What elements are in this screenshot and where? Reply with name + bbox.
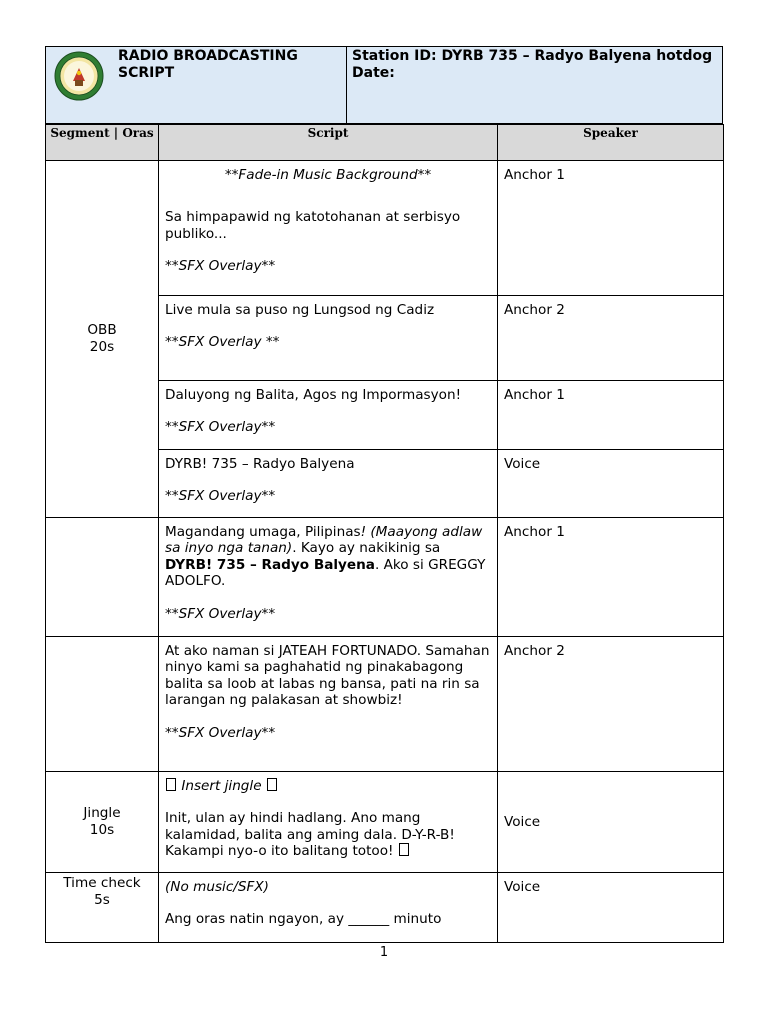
- segment-duration: 20s: [89, 339, 115, 355]
- music-note-icon: [399, 843, 409, 856]
- script-cell: [159, 381, 498, 450]
- document-title-line1: RADIO BROADCASTING: [118, 48, 298, 64]
- music-cue: **Fade-in Music Background**: [224, 167, 432, 183]
- script-document: [45, 46, 723, 943]
- sfx-cue: **SFX Overlay**: [165, 605, 276, 622]
- script-line: DYRB! 735 – Radyo Balyena: [165, 456, 355, 472]
- script-line: [165, 810, 491, 859]
- title-cell: [46, 47, 347, 124]
- segment-label: Time check: [63, 875, 141, 891]
- script-line: [165, 524, 491, 590]
- speaker-cell: Anchor 1: [498, 518, 724, 637]
- segment-cell-obb: [46, 161, 159, 518]
- script-cell: [159, 772, 498, 873]
- script-cell: [159, 518, 498, 637]
- speaker-cell: Anchor 1: [498, 161, 724, 296]
- script-table: [45, 124, 724, 943]
- script-cell: [159, 296, 498, 381]
- insert-jingle-label: Insert jingle: [181, 778, 262, 794]
- page-number: 1: [379, 945, 389, 960]
- no-music-note: (No music/SFX): [165, 879, 269, 895]
- music-note-icon: [166, 778, 176, 791]
- sfx-cue: **SFX Overlay**: [165, 488, 276, 505]
- music-note-icon: [267, 778, 277, 791]
- greeting-text: Magandang umaga, Pilipinas: [165, 524, 361, 540]
- column-header-script: Script: [159, 125, 498, 161]
- script-line: Live mula sa puso ng Lungsod ng Cadiz: [165, 302, 435, 318]
- column-header-speaker: Speaker: [498, 125, 724, 161]
- script-cell: [159, 450, 498, 518]
- segment-cell-timecheck: [46, 873, 159, 943]
- script-line: Daluyong ng Balita, Agos ng Impormasyon!: [165, 387, 462, 403]
- script-line: At ako naman si JATEAH FORTUNADO. Samahan ninyo kami sa paghahatid ng pinakabagong balita sa loob at labas ng bansa, pati na rin sa larangan ng palakasan at showbiz!: [165, 643, 490, 709]
- script-cell: [159, 873, 498, 943]
- station-cell: [347, 47, 723, 124]
- greeting-local: ! (Maayong adlaw sa inyo nga tanan): [165, 524, 483, 557]
- segment-duration: 10s: [89, 822, 115, 838]
- script-line: Ang oras natin ngayon, ay ______ minuto: [165, 911, 442, 928]
- jingle-lyrics: Init, ulan ay hindi hadlang. Ano mang kalamidad, balita ang aming dala. D-Y-R-B! Kakampi nyo-o ito balitang totoo!: [165, 810, 455, 860]
- table-row: [46, 161, 724, 296]
- speaker-cell: Voice: [498, 873, 724, 943]
- script-cell: [159, 161, 498, 296]
- speaker-cell: Voice: [498, 450, 724, 518]
- speaker-cell: Anchor 1: [498, 381, 724, 450]
- speaker-cell: Anchor 2: [498, 296, 724, 381]
- segment-cell-jingle: [46, 772, 159, 873]
- sfx-cue: **SFX Overlay**: [165, 724, 276, 741]
- segment-cell-empty: [46, 637, 159, 772]
- segment-duration: 5s: [94, 892, 110, 908]
- speaker-cell: Anchor 2: [498, 637, 724, 772]
- table-row: [46, 873, 724, 943]
- script-cell: [159, 637, 498, 772]
- segment-cell-empty: [46, 518, 159, 637]
- column-header-segment: Segment | Oras: [46, 125, 159, 161]
- station-name-bold: DYRB! 735 – Radyo Balyena: [165, 556, 375, 573]
- script-line: Sa himpapawid ng katotohanan at serbisyo publiko...: [165, 209, 461, 242]
- jingle-cue: [165, 778, 491, 794]
- segment-label: OBB: [87, 322, 117, 338]
- table-row: [46, 637, 724, 772]
- station-id: Station ID: DYRB 735 – Radyo Balyena hotdog: [352, 48, 713, 64]
- header-table: [45, 46, 723, 124]
- school-seal-icon: [54, 51, 104, 101]
- segment-label: Jingle: [83, 805, 121, 821]
- date-label: Date:: [352, 65, 395, 81]
- sfx-cue: **SFX Overlay**: [165, 258, 276, 275]
- table-row: [46, 518, 724, 637]
- sfx-cue: **SFX Overlay **: [165, 334, 280, 351]
- sfx-cue: **SFX Overlay**: [165, 419, 276, 436]
- greeting-text-2: . Kayo ay nakikinig sa: [292, 540, 441, 557]
- greeting-text-3: . Ako si GREGGY ADOLFO.: [165, 556, 486, 590]
- table-row: [46, 772, 724, 873]
- column-header-row: [46, 125, 724, 161]
- document-title-line2: SCRIPT: [118, 65, 175, 81]
- speaker-cell: Voice: [498, 772, 724, 873]
